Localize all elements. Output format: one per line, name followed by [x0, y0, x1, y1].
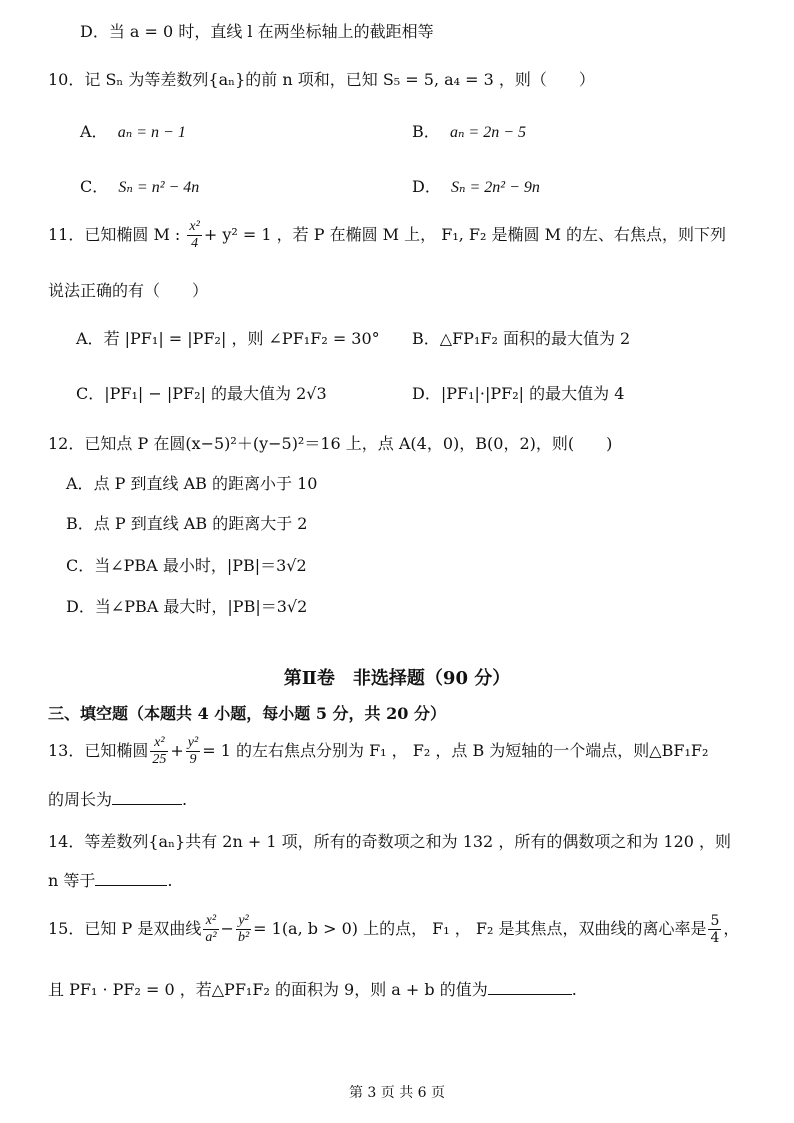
operator: −	[220, 919, 234, 938]
stem-text: + y² = 1 ，若 P 在椭圆 M 上， F₁, F₂ 是椭圆 M 的左、右焦点，则下列	[203, 225, 727, 244]
operator: +	[170, 741, 184, 760]
q11-option-b	[412, 329, 630, 348]
option-text: 点 P 到直线 AB 的距离小于 10	[93, 474, 318, 493]
option-label: B．	[412, 329, 440, 348]
q15-line2	[48, 980, 577, 999]
q10-option-c	[80, 177, 199, 197]
answer-blank[interactable]	[488, 980, 572, 995]
question-number: 13．	[48, 741, 85, 760]
question-number: 11．	[48, 225, 85, 244]
part-title: 第Ⅱ卷 非选择题（90 分）	[283, 668, 511, 689]
stem-text: = 1(a, b > 0) 上的点， F₁ ， F₂ 是其焦点，双曲线的离心率是	[253, 919, 707, 938]
question-text: 已知点 P 在圆(x−5)²＋(y−5)²＝16 上，点 A(4，0)，B(0，2)，则( )	[84, 434, 613, 453]
q11-option-c	[76, 384, 327, 403]
option-label: C．	[66, 556, 95, 575]
answer-blank[interactable]	[112, 790, 182, 805]
stem-text: n 等于	[48, 871, 96, 890]
fraction	[187, 219, 201, 252]
answer-blank[interactable]	[95, 871, 167, 886]
numerator: x²	[205, 913, 217, 928]
option-label: D．	[412, 177, 441, 196]
stem-text: ，	[723, 919, 740, 938]
fraction	[186, 735, 200, 768]
numerator: y²	[238, 913, 249, 928]
denominator: 4	[187, 235, 201, 252]
option-text: 当∠PBA 最小时，|PB|＝3√2	[94, 556, 307, 575]
numerator: 5	[710, 913, 720, 929]
fraction	[708, 913, 721, 946]
stem-text: .	[571, 980, 577, 999]
q12-option-b	[66, 514, 307, 533]
q10-option-d	[412, 177, 540, 197]
denominator: a²	[205, 930, 217, 945]
denominator: b²	[237, 930, 250, 945]
option-label: D．	[80, 22, 109, 41]
option-text: 当 a = 0 时，直线 l 在两坐标轴上的截距相等	[108, 22, 434, 41]
option-label: A．	[76, 329, 104, 348]
q13-stem	[48, 735, 708, 768]
option-label: A．	[80, 122, 108, 141]
stem-text: 的周长为	[48, 790, 113, 809]
question-text: 记 Sₙ 为等差数列{aₙ}的前 n 项和，已知 S₅ = 5, a₄ = 3 ，则（ ）	[84, 70, 595, 89]
numerator: y²	[187, 735, 199, 750]
stem-text: 等差数列{aₙ}共有 2n + 1 项，所有的奇数项之和为 132 ，所有的偶数项之和为 120 ，则	[84, 832, 732, 851]
numerator: x²	[189, 219, 200, 234]
option-label: B．	[412, 122, 440, 141]
q12-option-d	[66, 597, 307, 616]
stem-text: 已知椭圆	[84, 741, 149, 760]
option-label: C．	[80, 177, 109, 196]
q12-option-c	[66, 556, 307, 575]
denominator: 4	[710, 930, 720, 946]
option-text: |PF₁|·|PF₂| 的最大值为 4	[440, 384, 625, 403]
stem-text: 已知 P 是双曲线	[84, 919, 202, 938]
q14-line2	[48, 871, 173, 890]
q10-option-b	[412, 122, 526, 142]
q10-option-a	[80, 122, 186, 142]
option-text: 当∠PBA 最大时，|PB|＝3√2	[94, 597, 308, 616]
option-label: D．	[412, 384, 441, 403]
question-number: 10．	[48, 70, 85, 89]
question-number: 15．	[48, 919, 85, 938]
q11-stem-line2	[48, 281, 208, 300]
section-heading: 三、填空题（本题共 4 小题，每小题 5 分，共 20 分）	[48, 704, 446, 723]
option-label: A．	[66, 474, 94, 493]
q9-option-d	[80, 22, 434, 41]
page-footer: 第 3 页 共 6 页	[348, 1085, 446, 1101]
option-label: B．	[66, 514, 94, 533]
option-text: △FP₁F₂ 面积的最大值为 2	[439, 329, 631, 348]
q14-stem	[48, 832, 731, 851]
stem-text: 已知椭圆 M :	[84, 225, 186, 244]
stem-text: = 1 的左右焦点分别为 F₁ ， F₂ ，点 B 为短轴的一个端点，则△BF₁F₂	[202, 741, 709, 760]
stem-text: .	[167, 871, 173, 890]
option-text: Sₙ = 2n² − 9n	[451, 179, 540, 196]
stem-text: .	[182, 790, 188, 809]
q11-stem	[48, 219, 726, 252]
q13-line2	[48, 790, 187, 809]
q12-option-a	[66, 474, 317, 493]
option-text: 点 P 到直线 AB 的距离大于 2	[93, 514, 308, 533]
q10-stem	[48, 70, 595, 89]
fraction	[236, 913, 251, 946]
option-label: C．	[76, 384, 105, 403]
option-text: |PF₁| − |PF₂| 的最大值为 2√3	[104, 384, 327, 403]
option-text: 若 |PF₁| = |PF₂| ，则 ∠PF₁F₂ = 30°	[103, 329, 380, 348]
option-text: Sₙ = n² − 4n	[118, 179, 200, 196]
stem-text: 说法正确的有（ ）	[48, 281, 209, 300]
q11-option-a	[76, 329, 380, 348]
option-text: aₙ = n − 1	[117, 124, 186, 141]
stem-text: 且 PF₁ · PF₂ = 0 ，若△PF₁F₂ 的面积为 9，则 a + b 的值为	[48, 980, 488, 999]
question-number: 14．	[48, 832, 85, 851]
fraction	[203, 913, 218, 946]
option-label: D．	[66, 597, 95, 616]
q15-stem	[48, 913, 739, 946]
question-number: 12．	[48, 434, 85, 453]
option-text: aₙ = 2n − 5	[449, 124, 527, 141]
q11-option-d	[412, 384, 624, 403]
fraction	[150, 735, 168, 768]
denominator: 9	[186, 751, 200, 768]
numerator: x²	[154, 735, 165, 750]
q12-stem	[48, 434, 612, 453]
denominator: 25	[152, 752, 167, 767]
